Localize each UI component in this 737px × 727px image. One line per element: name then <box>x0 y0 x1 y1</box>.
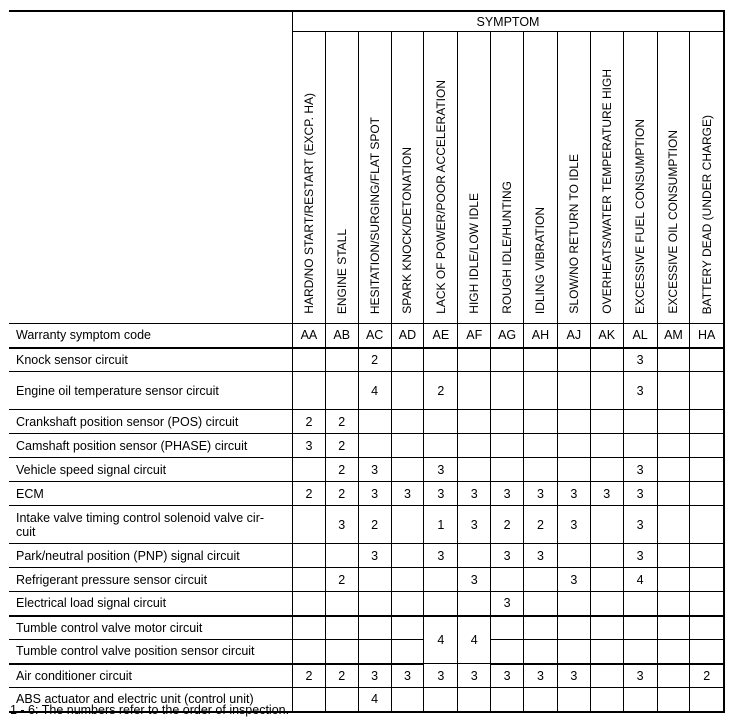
value-cell: 3 <box>325 506 358 544</box>
value-cell: 2 <box>358 348 391 372</box>
col-header: SPARK KNOCK/DETONATION <box>391 32 424 324</box>
value-cell: 3 <box>292 434 325 458</box>
value-cell <box>292 372 325 410</box>
value-cell <box>690 410 724 434</box>
value-cell <box>690 348 724 372</box>
value-cell: 4 <box>358 688 391 712</box>
row-label: Tumble control valve motor circuit <box>9 616 292 640</box>
table-row <box>9 664 724 688</box>
row-label: Camshaft position sensor (PHASE) circuit <box>9 434 292 458</box>
value-cell <box>590 348 623 372</box>
value-cell <box>657 506 690 544</box>
value-cell: 3 <box>623 544 657 568</box>
value-cell: 2 <box>690 664 724 688</box>
value-cell: 3 <box>391 664 424 688</box>
table-row <box>9 616 724 640</box>
code-cell: AD <box>391 324 424 348</box>
col-header: SLOW/NO RETURN TO IDLE <box>557 32 590 324</box>
value-cell: 3 <box>524 544 558 568</box>
value-cell <box>458 458 491 482</box>
value-cell <box>657 434 690 458</box>
value-cell <box>590 458 623 482</box>
value-cell <box>557 434 590 458</box>
value-cell: 3 <box>458 506 491 544</box>
value-cell <box>524 592 558 616</box>
value-cell <box>424 348 458 372</box>
value-cell <box>424 434 458 458</box>
value-cell <box>690 568 724 592</box>
value-cell <box>491 348 524 372</box>
value-cell: 2 <box>325 458 358 482</box>
value-cell: 3 <box>358 458 391 482</box>
value-cell <box>557 458 590 482</box>
value-cell <box>657 372 690 410</box>
value-cell <box>690 688 724 712</box>
code-cell: AB <box>325 324 358 348</box>
value-cell <box>657 688 690 712</box>
value-cell <box>557 410 590 434</box>
value-cell <box>690 434 724 458</box>
value-cell: 3 <box>623 458 657 482</box>
value-cell <box>325 348 358 372</box>
table-row <box>9 410 724 434</box>
code-cell: AE <box>424 324 458 348</box>
value-cell: 3 <box>491 592 524 616</box>
value-cell: 4 <box>358 372 391 410</box>
col-header: EXCESSIVE FUEL CONSUMPTION <box>623 32 657 324</box>
value-cell: 3 <box>424 544 458 568</box>
value-cell <box>557 348 590 372</box>
code-cell: AA <box>292 324 325 348</box>
value-cell <box>690 482 724 506</box>
value-cell <box>590 688 623 712</box>
table-row <box>9 506 724 544</box>
value-cell: 3 <box>424 458 458 482</box>
value-cell <box>292 544 325 568</box>
value-cell <box>424 592 458 616</box>
code-cell: AF <box>458 324 491 348</box>
row-label: ECM <box>9 482 292 506</box>
value-cell <box>657 458 690 482</box>
value-cell: 3 <box>491 482 524 506</box>
value-cell <box>657 664 690 688</box>
table-row <box>9 544 724 568</box>
value-cell <box>391 592 424 616</box>
value-cell <box>325 688 358 712</box>
value-cell <box>524 434 558 458</box>
value-cell <box>524 410 558 434</box>
value-cell <box>292 568 325 592</box>
value-cell <box>623 688 657 712</box>
value-cell <box>391 458 424 482</box>
value-cell <box>690 372 724 410</box>
value-cell <box>491 568 524 592</box>
value-cell <box>557 372 590 410</box>
table-row <box>9 372 724 410</box>
value-cell: 3 <box>623 506 657 544</box>
value-cell <box>391 410 424 434</box>
table-row <box>9 568 724 592</box>
code-cell: AK <box>590 324 623 348</box>
table-row <box>9 348 724 372</box>
col-header: EXCESSIVE OIL CONSUMPTION <box>657 32 690 324</box>
value-cell <box>325 592 358 616</box>
value-cell <box>292 348 325 372</box>
value-cell <box>458 410 491 434</box>
value-cell: 3 <box>424 664 458 688</box>
value-cell <box>524 458 558 482</box>
value-cell <box>358 410 391 434</box>
value-cell <box>491 372 524 410</box>
table-row <box>9 434 724 458</box>
value-cell <box>590 506 623 544</box>
value-cell: 3 <box>557 568 590 592</box>
value-cell: 3 <box>557 664 590 688</box>
value-cell <box>491 458 524 482</box>
code-cell: AM <box>657 324 690 348</box>
value-cell <box>424 568 458 592</box>
value-cell: 3 <box>424 482 458 506</box>
value-cell <box>590 410 623 434</box>
code-cell: AG <box>491 324 524 348</box>
value-cell <box>590 434 623 458</box>
value-cell <box>391 434 424 458</box>
value-cell: 3 <box>557 482 590 506</box>
value-cell: 2 <box>491 506 524 544</box>
col-header: HARD/NO START/RESTART (EXCP. HA) <box>292 32 325 324</box>
value-cell: 3 <box>358 544 391 568</box>
value-cell <box>458 592 491 616</box>
value-cell: 3 <box>458 482 491 506</box>
value-cell <box>557 688 590 712</box>
col-header: LACK OF POWER/POOR ACCELERATION <box>424 32 458 324</box>
corner-cell <box>9 11 292 324</box>
table-row <box>9 592 724 616</box>
value-cell: 2 <box>325 664 358 688</box>
value-cell: 2 <box>325 410 358 434</box>
value-cell <box>458 688 491 712</box>
value-cell: 2 <box>524 506 558 544</box>
value-cell <box>557 592 590 616</box>
row-label: Intake valve timing control solenoid valve cir- cuit <box>9 506 292 544</box>
value-cell <box>657 544 690 568</box>
value-cell <box>391 688 424 712</box>
row-label: Air conditioner circuit <box>9 664 292 688</box>
value-cell: 3 <box>358 664 391 688</box>
value-cell: 3 <box>358 482 391 506</box>
row-label: Crankshaft position sensor (POS) circuit <box>9 410 292 434</box>
col-header: HESITATION/SURGING/FLAT SPOT <box>358 32 391 324</box>
merged-value-cell: 4 <box>458 616 491 664</box>
value-cell: 2 <box>325 568 358 592</box>
value-cell <box>623 592 657 616</box>
value-cell: 3 <box>491 664 524 688</box>
value-cell: 3 <box>524 664 558 688</box>
code-cell: HA <box>690 324 724 348</box>
value-cell <box>292 458 325 482</box>
symptom-title: SYMPTOM <box>292 11 724 32</box>
value-cell <box>657 410 690 434</box>
value-cell: 3 <box>458 664 491 688</box>
value-cell <box>292 592 325 616</box>
value-cell <box>292 506 325 544</box>
symptom-table <box>9 10 725 713</box>
value-cell <box>292 688 325 712</box>
value-cell <box>623 434 657 458</box>
value-cell <box>491 434 524 458</box>
value-cell <box>657 348 690 372</box>
value-cell <box>325 372 358 410</box>
value-cell <box>458 434 491 458</box>
value-cell <box>458 544 491 568</box>
value-cell <box>358 568 391 592</box>
value-cell: 4 <box>623 568 657 592</box>
table-row <box>9 458 724 482</box>
value-cell <box>690 544 724 568</box>
warranty-code-row <box>9 324 724 348</box>
value-cell: 1 <box>424 506 458 544</box>
col-header: BATTERY DEAD (UNDER CHARGE) <box>690 32 724 324</box>
value-cell: 3 <box>491 544 524 568</box>
value-cell <box>458 348 491 372</box>
value-cell <box>623 410 657 434</box>
value-cell <box>424 410 458 434</box>
value-cell: 3 <box>458 568 491 592</box>
value-cell <box>491 688 524 712</box>
value-cell <box>391 506 424 544</box>
value-cell <box>590 372 623 410</box>
value-cell <box>524 372 558 410</box>
code-cell: AC <box>358 324 391 348</box>
value-cell: 3 <box>524 482 558 506</box>
value-cell <box>424 688 458 712</box>
value-cell <box>657 568 690 592</box>
value-cell: 2 <box>424 372 458 410</box>
value-cell <box>391 372 424 410</box>
value-cell <box>325 544 358 568</box>
value-cell: 2 <box>325 434 358 458</box>
row-label: ABS actuator and electric unit (control unit) <box>9 688 292 712</box>
value-cell <box>657 592 690 616</box>
value-cell: 3 <box>623 348 657 372</box>
value-cell: 3 <box>590 482 623 506</box>
value-cell <box>524 568 558 592</box>
value-cell: 3 <box>391 482 424 506</box>
row-label: Vehicle speed signal circuit <box>9 458 292 482</box>
value-cell <box>690 592 724 616</box>
value-cell <box>590 568 623 592</box>
row-label: Refrigerant pressure sensor circuit <box>9 568 292 592</box>
value-cell <box>590 664 623 688</box>
value-cell <box>590 592 623 616</box>
value-cell <box>358 592 391 616</box>
value-cell <box>590 544 623 568</box>
value-cell: 3 <box>557 506 590 544</box>
row-label: Engine oil temperature sensor circuit <box>9 372 292 410</box>
value-cell: 3 <box>623 372 657 410</box>
value-cell <box>524 688 558 712</box>
value-cell <box>391 348 424 372</box>
value-cell <box>524 348 558 372</box>
value-cell <box>557 544 590 568</box>
value-cell: 2 <box>325 482 358 506</box>
value-cell: 3 <box>623 482 657 506</box>
col-header: OVERHEATS/WATER TEMPERATURE HIGH <box>590 32 623 324</box>
col-header: ENGINE STALL <box>325 32 358 324</box>
code-cell: AL <box>623 324 657 348</box>
row-label: Knock sensor circuit <box>9 348 292 372</box>
row-label: Tumble control valve position sensor circuit <box>9 640 292 664</box>
value-cell: 2 <box>358 506 391 544</box>
merged-value-cell: 4 <box>424 616 458 664</box>
value-cell <box>458 372 491 410</box>
value-cell <box>690 458 724 482</box>
row-label: Electrical load signal circuit <box>9 592 292 616</box>
value-cell <box>391 568 424 592</box>
value-cell: 2 <box>292 664 325 688</box>
table-row <box>9 640 724 664</box>
code-cell: AH <box>524 324 558 348</box>
col-header: IDLING VIBRATION <box>524 32 558 324</box>
value-cell <box>358 434 391 458</box>
code-cell: AJ <box>557 324 590 348</box>
value-cell <box>491 410 524 434</box>
value-cell: 3 <box>623 664 657 688</box>
value-cell <box>657 482 690 506</box>
value-cell: 2 <box>292 410 325 434</box>
col-header: HIGH IDLE/LOW IDLE <box>458 32 491 324</box>
value-cell <box>690 506 724 544</box>
value-cell <box>391 544 424 568</box>
table-row <box>9 482 724 506</box>
row-label: Park/neutral position (PNP) signal circuit <box>9 544 292 568</box>
col-header: ROUGH IDLE/HUNTING <box>491 32 524 324</box>
value-cell: 2 <box>292 482 325 506</box>
footnote: 1 - 6: The numbers refer to the order of inspection. <box>10 703 290 717</box>
row-label: Warranty symptom code <box>9 324 292 348</box>
